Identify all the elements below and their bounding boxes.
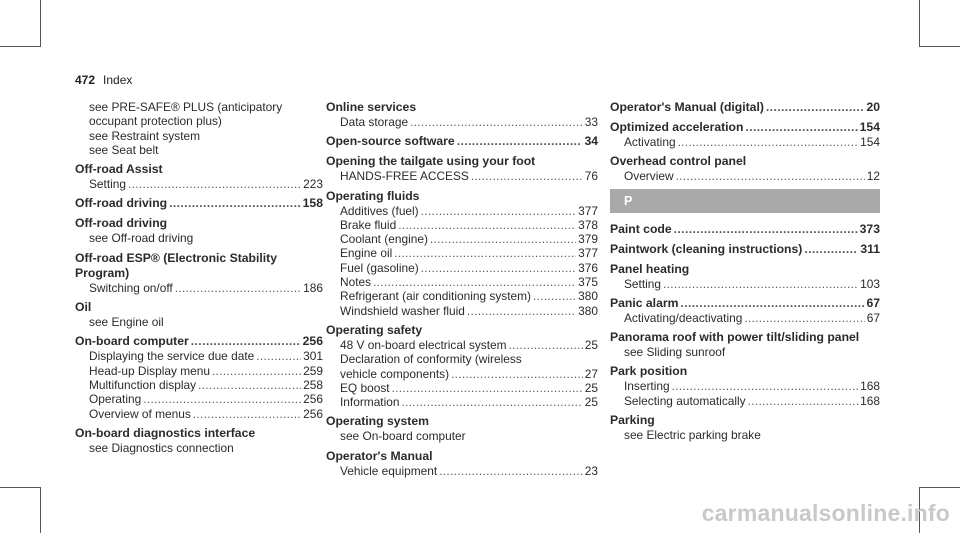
index-entry <box>75 426 323 455</box>
sub-entry-text: Notes <box>340 275 372 290</box>
sub-entry <box>326 246 598 260</box>
entry-title <box>75 196 323 211</box>
page-ref: 168 <box>860 379 880 394</box>
dot-leader <box>256 349 301 363</box>
page-ref: 103 <box>860 276 880 291</box>
dot-leader <box>680 296 864 311</box>
dot-leader <box>421 204 577 218</box>
dot-leader <box>191 334 301 349</box>
sub-entry: see Diagnostics connection <box>89 440 234 455</box>
dot-leader <box>467 304 576 318</box>
dot-leader <box>394 246 576 260</box>
sub-entry <box>326 464 598 478</box>
sub-entry <box>326 232 598 246</box>
sub-entry-text: Additives (fuel) <box>340 203 419 218</box>
page-ref: 259 <box>303 363 323 378</box>
dot-leader <box>198 378 301 392</box>
sub-entry <box>610 379 880 393</box>
index-entry <box>610 222 880 237</box>
section-title: Index <box>103 73 133 87</box>
page-ref: 23 <box>584 463 598 478</box>
sub-entry <box>326 204 598 218</box>
entry-title: Operator's Manual <box>326 448 433 463</box>
index-entry <box>326 323 598 409</box>
entry-title-text: On-board computer <box>75 334 189 349</box>
sub-entry-text: Activating <box>624 135 676 149</box>
page-ref: 256 <box>303 392 323 407</box>
sub-entry <box>326 304 598 318</box>
sub-entry <box>610 135 880 149</box>
crop-mark <box>0 487 41 488</box>
page-ref: 33 <box>584 115 598 129</box>
entry-title: Operating safety <box>326 322 423 337</box>
section-letter: P <box>610 189 880 213</box>
page-number: 472 <box>75 73 96 87</box>
entry-title: Park position <box>610 364 688 379</box>
sub-entry-text: Engine oil <box>340 246 393 261</box>
dot-leader <box>804 242 858 257</box>
entry-title: Operating fluids <box>326 188 420 203</box>
dot-leader <box>451 367 583 381</box>
page-ref: 154 <box>860 135 880 149</box>
dot-leader <box>392 381 583 395</box>
sub-entry <box>326 218 598 232</box>
page-ref: 168 <box>860 393 880 408</box>
entry-title-text: Operator's Manual (digital) <box>610 100 764 114</box>
sub-entry-text: Head-up Display menu <box>89 363 210 378</box>
index-entry <box>326 100 598 129</box>
sub-entry-text: Data storage <box>340 115 409 129</box>
dot-leader <box>212 364 301 378</box>
index-column-3 <box>610 100 880 447</box>
sub-entry-text: Setting <box>624 276 662 291</box>
index-entry <box>610 364 880 408</box>
sub-entry <box>326 261 598 275</box>
page-ref: 376 <box>578 260 598 275</box>
sub-entry-text: 48 V on-board electrical system <box>340 337 507 352</box>
sub-entry <box>326 275 598 289</box>
index-entry <box>610 262 880 291</box>
index-entry <box>75 100 323 157</box>
crop-mark <box>919 0 920 46</box>
dot-leader <box>401 395 582 409</box>
sub-entry-text: Switching on/off <box>89 280 173 295</box>
entry-title <box>610 120 880 135</box>
sub-entry <box>610 394 880 408</box>
index-entry <box>610 100 880 115</box>
sub-entry-text: HANDS-FREE ACCESS <box>340 169 469 184</box>
sub-entry <box>75 281 323 295</box>
entry-title: Off-road Assist <box>75 162 163 177</box>
sub-entry <box>75 378 323 392</box>
sub-entry-text: Inserting <box>624 379 670 394</box>
dot-leader <box>676 169 865 183</box>
crop-mark <box>40 487 41 533</box>
sub-entry <box>326 169 598 183</box>
index-entry <box>610 330 880 359</box>
sub-entry <box>326 289 598 303</box>
dot-leader <box>678 135 859 149</box>
page-ref: 373 <box>859 221 880 236</box>
sub-entry-text: Setting <box>89 177 127 192</box>
page-ref: 378 <box>578 217 598 232</box>
page-ref: 67 <box>866 310 880 325</box>
page-ref: 377 <box>578 203 598 218</box>
sub-entry <box>75 407 323 421</box>
dot-leader <box>128 177 301 191</box>
dot-leader <box>745 120 857 135</box>
sub-entry <box>610 311 880 325</box>
dot-leader <box>533 289 576 303</box>
entry-title: Oil <box>75 300 92 315</box>
sub-entry <box>75 364 323 378</box>
crop-mark <box>919 487 960 488</box>
dot-leader <box>143 392 301 406</box>
dot-leader <box>410 115 583 129</box>
page-ref: 256 <box>303 406 323 421</box>
entry-title <box>610 242 880 257</box>
dot-leader <box>430 232 576 246</box>
dot-leader <box>457 134 583 149</box>
sub-entry: see Off-road driving <box>89 231 194 246</box>
sub-entry <box>326 115 598 129</box>
entry-title-text: Open-source software <box>326 134 455 149</box>
page-ref: 258 <box>303 377 323 392</box>
index-entry <box>610 413 880 442</box>
page-ref: 76 <box>584 169 598 184</box>
page-ref: 301 <box>303 349 323 364</box>
crop-mark <box>40 0 41 46</box>
page-ref: 34 <box>584 134 598 149</box>
entry-title: Overhead control panel <box>610 154 747 169</box>
entry-title <box>610 296 880 311</box>
dot-leader <box>663 277 858 291</box>
index-entry <box>75 251 323 295</box>
sub-entry-text: EQ boost <box>340 380 390 395</box>
sub-entry-text: Operating <box>89 392 142 407</box>
page-ref: 20 <box>866 100 880 114</box>
page-ref: 27 <box>584 366 598 381</box>
dot-leader <box>766 100 865 115</box>
sub-entry-text: Displaying the service due date <box>89 349 255 364</box>
sub-entry-text: Refrigerant (air conditioning system) <box>340 289 531 304</box>
index-entry <box>75 300 323 329</box>
entry-title-text: Off-road driving <box>75 196 168 211</box>
dot-leader <box>398 218 576 232</box>
sub-entry-text: Selecting automatically <box>624 393 746 408</box>
entry-title: Panel heating <box>610 261 690 276</box>
sub-entry <box>75 349 323 363</box>
dot-leader <box>421 261 577 275</box>
page-ref: 311 <box>860 241 880 256</box>
page-ref: 380 <box>578 289 598 304</box>
page-ref: 223 <box>303 177 323 192</box>
sub-entry-text: Overview of menus <box>89 406 191 421</box>
page-ref: 375 <box>578 275 598 290</box>
entry-title: Operating system <box>326 414 429 429</box>
crop-mark <box>0 46 41 47</box>
index-entry <box>610 296 880 325</box>
sub-entry <box>610 169 880 183</box>
index-column-2 <box>326 100 598 483</box>
sub-entry <box>326 381 598 395</box>
dot-leader <box>748 394 859 408</box>
index-entry <box>75 334 323 420</box>
page-ref: 158 <box>302 196 323 211</box>
index-entry <box>610 154 880 183</box>
page-ref: 377 <box>578 246 598 261</box>
entry-title: On-board diagnostics interface <box>75 425 256 440</box>
sub-entry <box>75 177 323 191</box>
sub-entry-text: Windshield washer fluid <box>340 303 465 318</box>
sub-entry: see Engine oil <box>89 315 164 330</box>
dot-leader <box>672 379 859 393</box>
entry-title: Off-road driving <box>75 216 168 231</box>
page-ref: 67 <box>866 295 880 310</box>
index-entry <box>326 414 598 443</box>
entry-title-text: Optimized acceleration <box>610 120 744 134</box>
sub-entry-text: Brake fluid <box>340 217 397 232</box>
entry-title <box>75 334 323 349</box>
dot-leader <box>169 196 301 211</box>
index-entry <box>610 242 880 257</box>
sub-entry: see PRE-SAFE® PLUS (anticipatory <box>89 100 283 114</box>
dot-leader <box>471 169 583 183</box>
index-entry <box>75 162 323 191</box>
sub-entry: see Restraint system <box>89 128 201 143</box>
sub-entry-text: Vehicle equipment <box>340 463 438 478</box>
sub-entry-text: vehicle components) <box>340 366 450 381</box>
page-ref: 186 <box>303 280 323 295</box>
sub-entry-text: Overview <box>624 169 674 184</box>
watermark: carmanualsonline.info <box>701 500 950 526</box>
page-ref: 25 <box>584 395 598 410</box>
index-entry <box>610 120 880 149</box>
index-entry <box>326 189 598 318</box>
entry-title-text: Panic alarm <box>610 295 679 310</box>
dot-leader <box>193 407 301 421</box>
dot-leader <box>674 222 858 237</box>
entry-title: Parking <box>610 413 655 428</box>
sub-entry: occupant protection plus) <box>89 114 222 129</box>
page-ref: 256 <box>302 334 323 349</box>
dot-leader <box>509 338 583 352</box>
dot-leader <box>744 311 864 325</box>
index-entry <box>326 449 598 478</box>
crop-mark <box>919 46 960 47</box>
page-ref: 379 <box>578 232 598 247</box>
index-column-1 <box>75 100 323 460</box>
entry-title <box>610 222 880 237</box>
entry-title: Opening the tailgate using your foot <box>326 154 536 169</box>
page-ref: 12 <box>866 169 880 184</box>
index-entry <box>326 154 598 183</box>
sub-entry: see Electric parking brake <box>624 428 761 443</box>
sub-entry-text: Activating/deactivating <box>624 310 743 325</box>
sub-entry <box>610 277 880 291</box>
index-entry <box>75 216 323 245</box>
page-ref: 25 <box>584 337 598 352</box>
entry-title <box>610 100 880 115</box>
entry-title: Online services <box>326 100 417 114</box>
entry-title: Off-road ESP® (Electronic Stability Program) <box>75 250 277 280</box>
sub-entry: see Seat belt <box>89 142 159 157</box>
dot-leader <box>373 275 576 289</box>
sub-entry <box>326 338 598 352</box>
sub-entry-text: Coolant (engine) <box>340 232 428 247</box>
sub-entry: see Sliding sunroof <box>624 345 726 360</box>
sub-entry <box>326 367 598 381</box>
dot-leader <box>175 281 301 295</box>
entry-title: Panorama roof with power tilt/sliding panel <box>610 330 860 345</box>
page-header <box>75 73 132 87</box>
index-entry <box>326 134 598 149</box>
entry-title-text: Paintwork (cleaning instructions) <box>610 241 803 256</box>
entry-title <box>326 134 598 149</box>
sub-entry-text: Information <box>340 395 400 410</box>
sub-entry <box>326 395 598 409</box>
page-ref: 25 <box>584 380 598 395</box>
sub-entry: Declaration of conformity (wireless <box>340 352 522 367</box>
dot-leader <box>439 464 583 478</box>
sub-entry-text: Fuel (gasoline) <box>340 260 419 275</box>
page-ref: 154 <box>859 120 880 134</box>
sub-entry-text: Multifunction display <box>89 377 197 392</box>
sub-entry <box>75 392 323 406</box>
page-ref: 380 <box>578 303 598 318</box>
entry-title-text: Paint code <box>610 221 672 236</box>
sub-entry: see On-board computer <box>340 429 466 444</box>
index-entry <box>75 196 323 211</box>
